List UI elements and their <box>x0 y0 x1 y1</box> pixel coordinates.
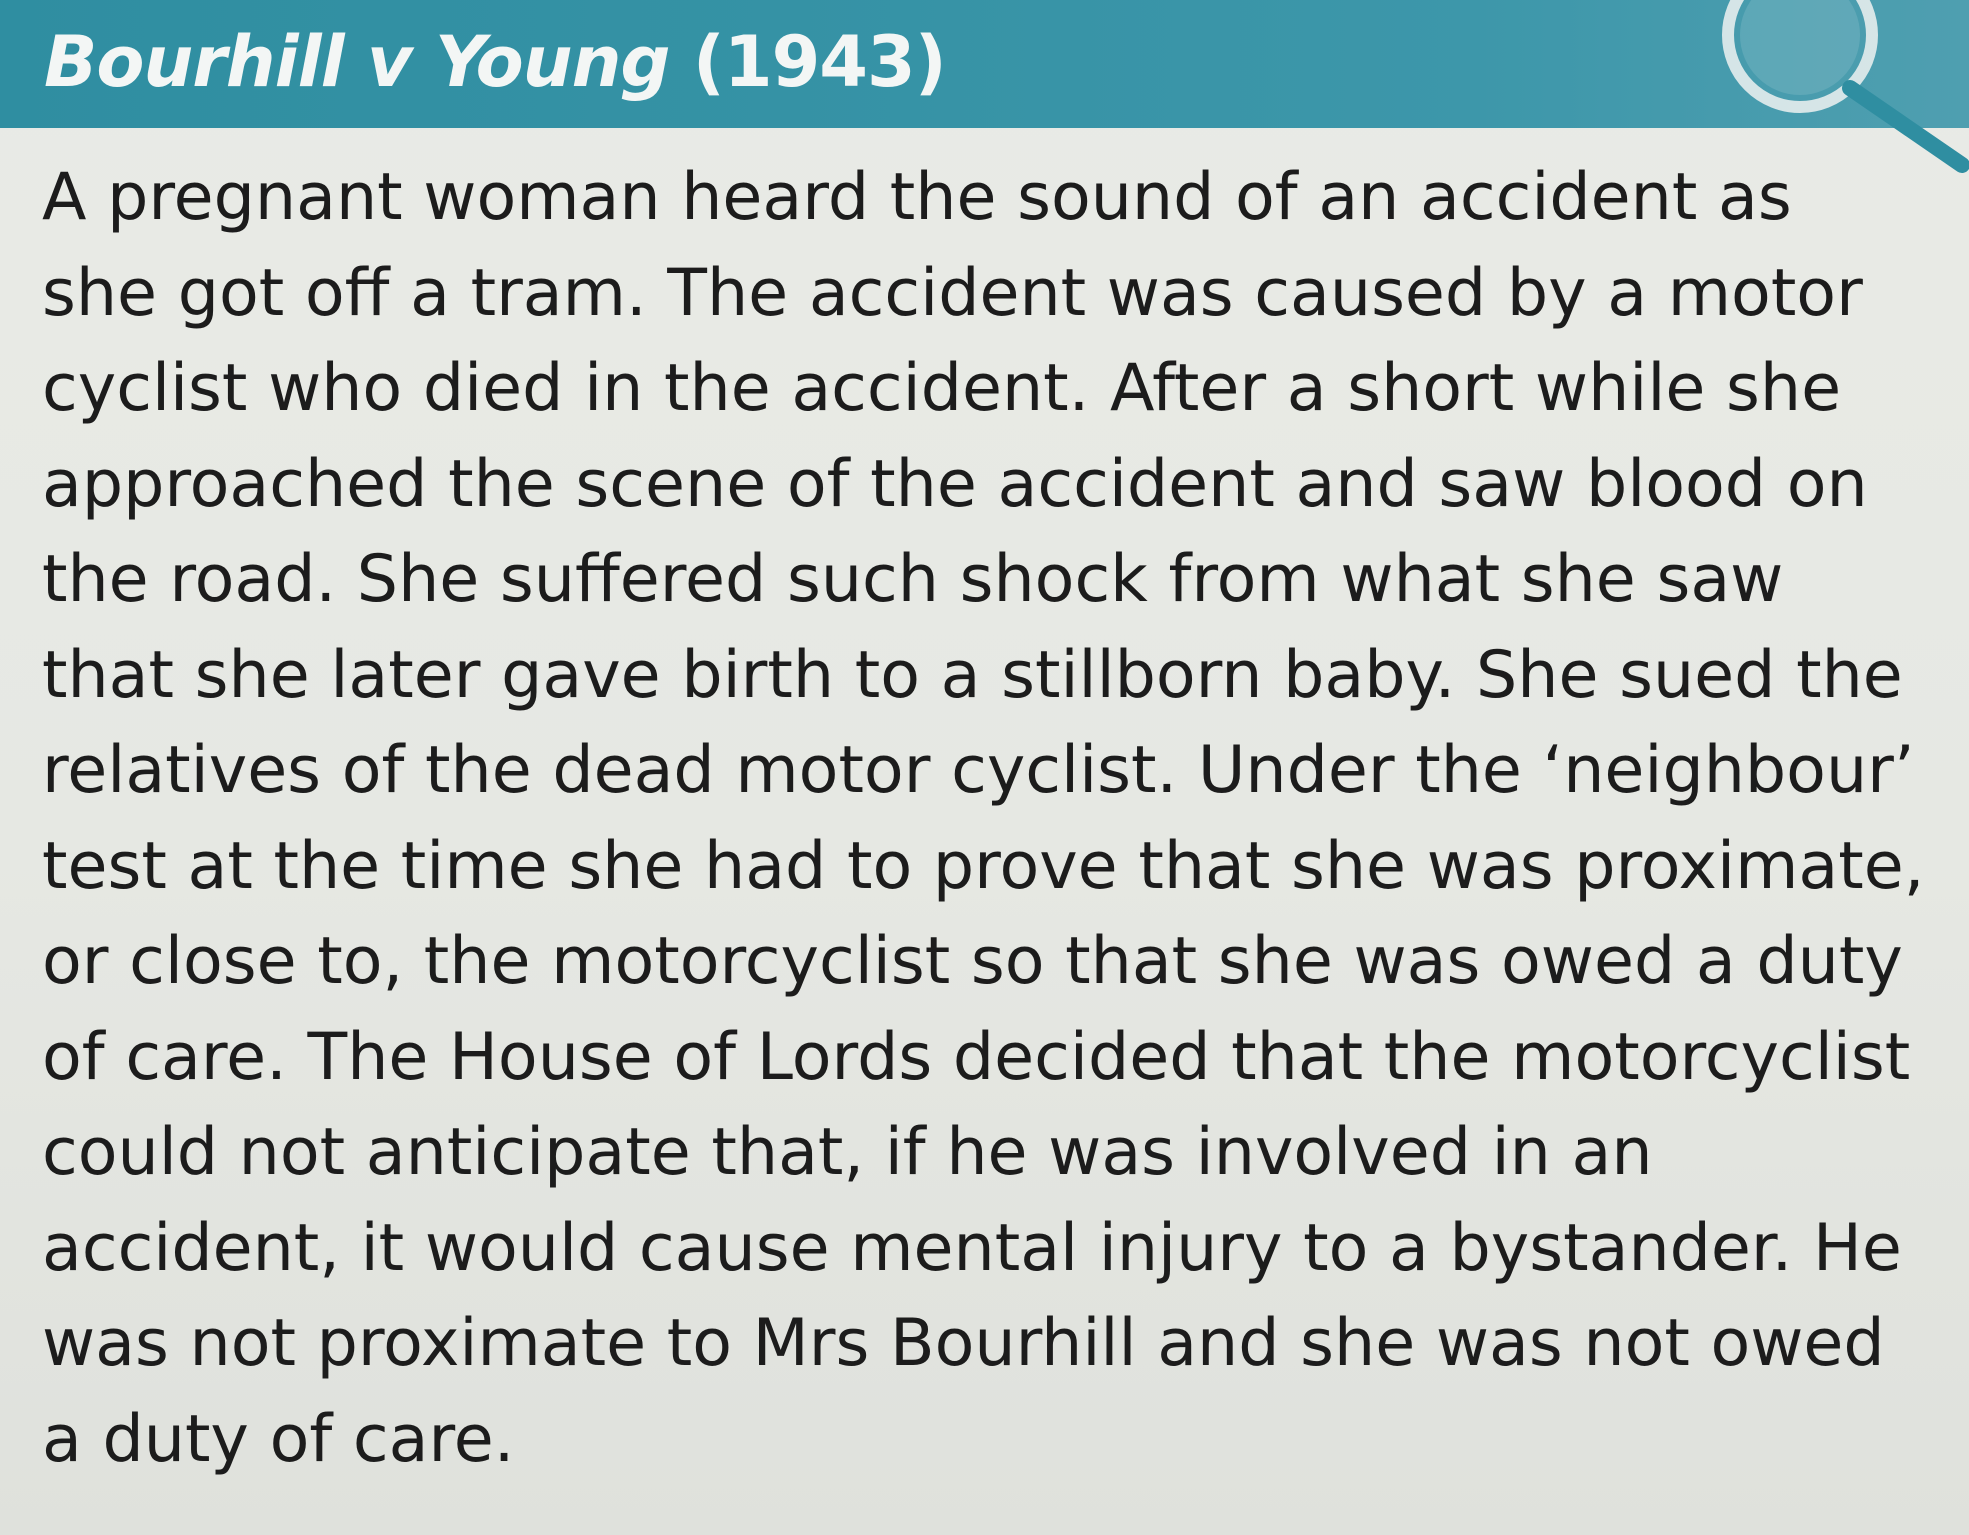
case-description <box>42 150 1947 1487</box>
case-name: Bourhill v Young <box>44 21 670 103</box>
case-description-line: A pregnant woman heard the sound of an accident as <box>42 160 1792 235</box>
case-description-line: that she later gave birth to a stillborn baby. She sued the <box>42 637 1903 713</box>
case-description-line: could not anticipate that, if he was involved in an <box>42 1115 1653 1190</box>
case-year: (1943) <box>692 21 946 103</box>
case-description-line: was not proximate to Mrs Bourhill and she was not owed <box>42 1306 1885 1381</box>
case-description-line: the road. She suffered such shock from what she saw <box>42 542 1784 617</box>
case-description-line: she got off a tram. The accident was caused by a motor <box>42 255 1863 331</box>
case-description-line: or close to, the motorcyclist so that she was owed a duty <box>42 924 1903 999</box>
case-description-line: a duty of care. <box>42 1401 515 1477</box>
case-description-line: relatives of the dead motor cyclist. Under the ‘neighbour’ <box>42 733 1915 808</box>
case-title <box>44 14 946 110</box>
case-header-bar <box>0 0 1969 128</box>
case-description-line: cyclist who died in the accident. After a short while she <box>42 351 1842 426</box>
case-description-line: approached the scene of the accident and saw blood on <box>42 446 1868 522</box>
case-description-line: accident, it would cause mental injury to a bystander. He <box>42 1210 1902 1286</box>
case-description-line: of care. The House of Lords decided that the motorcyclist <box>42 1019 1911 1095</box>
case-description-line: test at the time she had to prove that she was proximate, <box>42 828 1925 904</box>
